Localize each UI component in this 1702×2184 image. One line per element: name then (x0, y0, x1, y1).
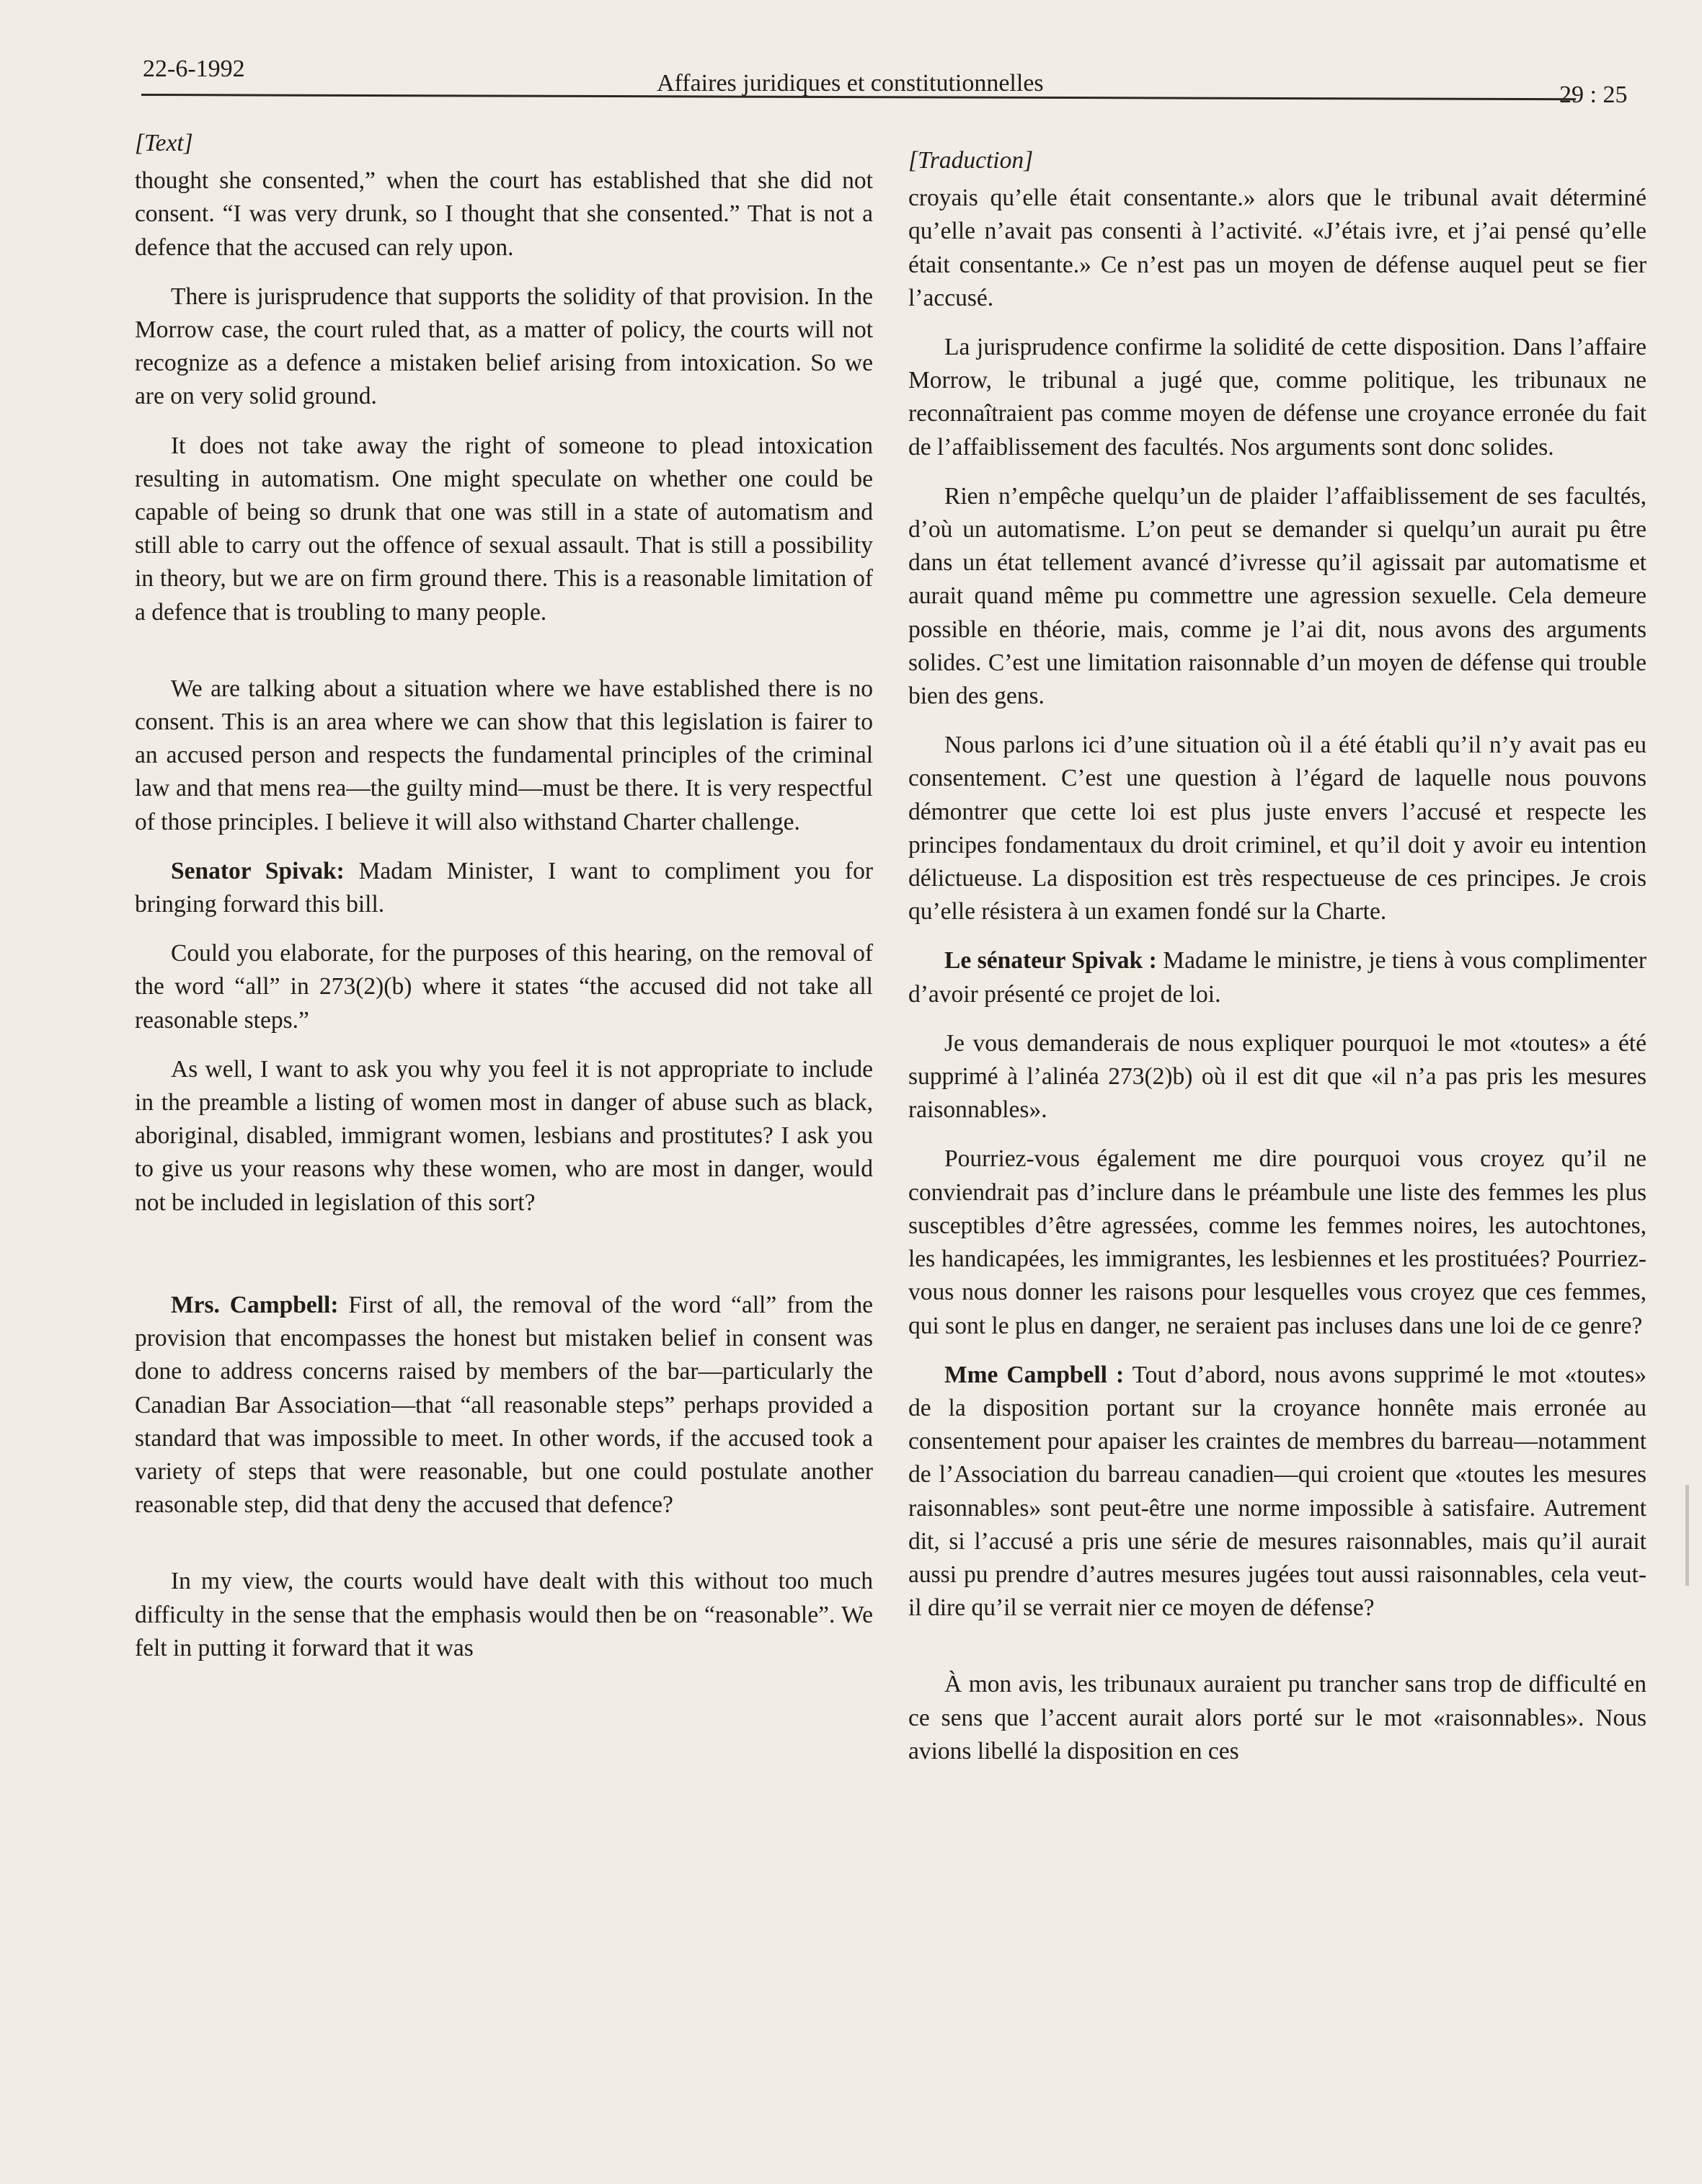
right-column-french (908, 144, 1646, 1784)
speaker-paragraph (135, 855, 873, 921)
speaker-paragraph (908, 944, 1646, 1011)
speaker-paragraph (135, 1289, 873, 1522)
paragraph: croyais qu’elle était consentante.» alors que le tribunal avait déterminé qu’elle n’avait pas consenti à l’activité. «J’étais ivre, et j’ai pensé qu’elle était consentante.» Ce n’est pas un moyen de défense auquel peut se fier l’accusé. (908, 185, 1646, 311)
paragraph: Pourriez-vous également me dire pourquoi vous croyez qu’il ne conviendrait pas d’inclure dans le préambule une liste des femmes les plus susceptibles d’être agressées, comme les femmes noires, les autochtones, les handicapées, les immigrantes, les lesbiennes et les prostituées? Pourriez-vous nous donner les raisons pour lesquelles vous croyez que ces femmes, qui sont le plus en danger, ne seraient pas incluses dans une loi de ce genre? (908, 1145, 1646, 1339)
column-label: [Text] (135, 130, 193, 156)
header-title: Affaires juridiques et constitutionnelles (657, 70, 1044, 97)
header-date: 22-6-1992 (143, 56, 245, 82)
speaker-name: Le sénateur Spivak : (944, 947, 1157, 975)
page-edge-mark (1685, 1485, 1689, 1586)
speaker-name: Senator Spivak: (171, 857, 345, 884)
speech-text: Madame le ministre, je tiens à vous complimenter d’avoir présenté ce projet de loi. (908, 947, 1647, 1008)
paragraph: It does not take away the right of someone to plead intoxication resulting in automatism. One might speculate on whether one could be capable of being so drunk that one was still in a state of automatism and still able to carry out the offence of sexual assault. That is still a possibility in theory, but we are on firm ground there. This is a reasonable limitation of a defence that is troubling to many people. (135, 432, 873, 626)
paragraph: Je vous demanderais de nous expliquer pourquoi le mot «toutes» a été supprimé à l’alinéa 273(2)b) où il est dit que «il n’a pas pris les mesures raisonnables». (908, 1029, 1646, 1124)
paragraph: Rien n’empêche quelqu’un de plaider l’affaiblissement de ses facultés, d’où un automatisme. L’on peut se demander si quelqu’un aurait pu être dans un état tellement avancé d’ivresse qu’il agissait par automatisme et aurait quand même pu commettre une agression sexuelle. Cela demeure possible en théorie, mais, comme je l’ai dit, nous avons des arguments solides. C’est une limitation raisonnable d’un moyen de défense qui trouble bien des gens. (908, 482, 1646, 710)
speech-text: Tout d’abord, nous avons supprimé le mot «toutes» de la disposition portant sur la croyance honnête mais erronée au consentement pour apaiser les craintes de membres du barreau—notamment de l’Association du barreau canadien—qui croient que «toutes les mesures raisonnables» sont peut-être une norme impossible à satisfaire. Autrement dit, si l’accusé a pris une série de mesures raisonnables, mais qu’il aurait aussi pu prendre d’autres mesures jugées tout aussi raisonnables, cela veut-il dire qu’il se verrait nier ce moyen de défense? (908, 1361, 1646, 1622)
paragraph: We are talking about a situation where we have established there is no consent. This is an area where we can show that this legislation is fairer to an accused person and respects the fundamental principles of the criminal law and that mens rea—the guilty mind—must be there. It is very respectful of those principles. I believe it will also withstand Charter challenge. (135, 675, 873, 835)
paragraph: thought she consented,” when the court has established that she did not consent. “I was very drunk, so I thought that she consented.” That is not a defence that the accused can rely upon. (135, 167, 873, 261)
header-page-number: 29 : 25 (1559, 81, 1628, 108)
column-label: [Traduction] (908, 147, 1034, 174)
speech-text: First of all, the removal of the word “all” from the provision that encompasses the honest but mistaken belief in consent was done to address concerns raised by members of the bar—particularly the Canadian Bar Association—that “all reasonable steps” perhaps provided a standard that was impossible to meet. In other words, if the accused took a variety of steps that were reasonable, but one could postulate another reasonable step, did that deny the accused that defence? (135, 1291, 873, 1519)
paragraph: In my view, the courts would have dealt with this without too much difficulty in the sense that the emphasis would then be on “reasonable”. We felt in putting it forward that it was (135, 1568, 873, 1661)
left-column-english (135, 127, 873, 1681)
paragraph: As well, I want to ask you why you feel it is not appropriate to include in the preamble a listing of women most in danger of abuse such as black, aboriginal, disabled, immigrant women, lesbians and prostitutes? I ask you to give us your reasons why these women, who are most in danger, would not be included in legislation of this sort? (135, 1055, 873, 1216)
paragraph: À mon avis, les tribunaux auraient pu trancher sans trop de difficulté en ce sens que l’accent aurait alors porté sur le mot «raisonnables». Nous avions libellé la disposition en ces (908, 1671, 1646, 1764)
speaker-paragraph (908, 1359, 1646, 1625)
paragraph: Could you elaborate, for the purposes of this hearing, on the removal of the word “all” in 273(2)(b) where it states “the accused did not take all reasonable steps.” (135, 940, 873, 1034)
speaker-name: Mrs. Campbell: (171, 1291, 339, 1318)
speaker-name: Mme Campbell : (944, 1361, 1125, 1388)
paragraph: There is jurisprudence that supports the solidity of that provision. In the Morrow case, the court ruled that, as a matter of policy, the courts will not recognize as a defence a mistaken belief arising from intoxication. So we are on very solid ground. (135, 283, 873, 410)
paragraph: La jurisprudence confirme la solidité de cette disposition. Dans l’affaire Morrow, le tribunal a jugé que, comme politique, les tribunaux ne reconnaîtraient pas comme moyen de défense une croyance erronée du fait de l’affaiblissement des facultés. Nos arguments sont donc solides. (908, 334, 1646, 461)
paragraph: Nous parlons ici d’une situation où il a été établi qu’il n’y avait pas eu consentement. C’est une question à l’égard de laquelle nous pouvons démontrer que cette loi est plus juste envers l’accusé et respecte les principes fondamentaux du droit criminel, et qu’il doit y avoir eu intention délictueuse. La disposition est très respectueuse de ces principes. Je crois qu’elle résistera à un examen fondé sur la Charte. (908, 732, 1646, 925)
speech-text: Madam Minister, I want to compliment you for bringing forward this bill. (135, 857, 873, 918)
